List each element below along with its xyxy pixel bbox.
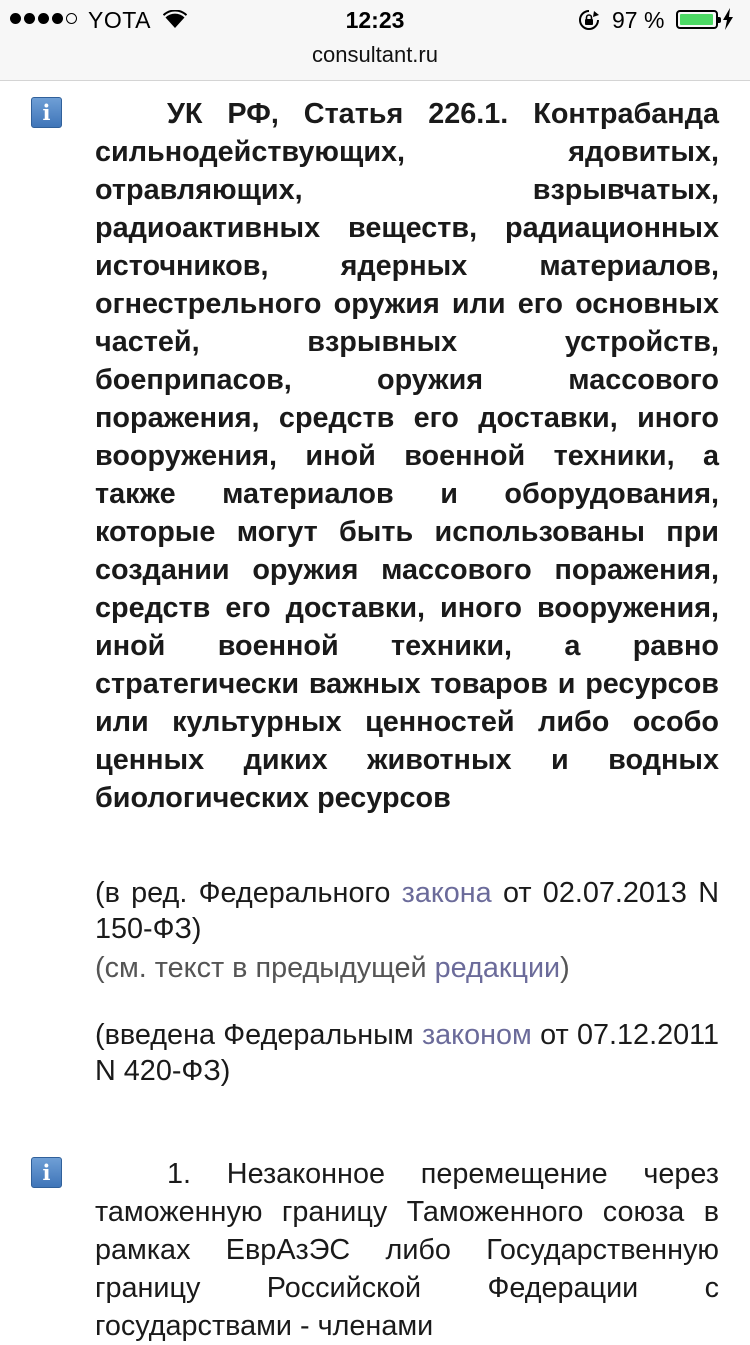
battery-percent: 97 %	[612, 7, 665, 33]
law-link[interactable]: закона	[401, 877, 492, 909]
law-link-2[interactable]: законом	[421, 1019, 532, 1051]
browser-chrome	[0, 0, 750, 81]
edit-note: (в ред. Федерального закона от 02.07.2013 N 150-ФЗ)	[95, 877, 719, 945]
address-bar-url[interactable]: consultant.ru	[312, 42, 438, 67]
info-icon[interactable]: i	[31, 97, 62, 128]
article-title: УК РФ, Статья 226.1. Контрабанда сильнодействующих, ядовитых, отравляющих, взрывчатых, радиоактивных веществ, радиационных источников, ядерных материалов, огнестрельного оружия или его основных частей, взрывных устройств, боеприпасов, оружия массового поражения, средств его доставки, иного вооружения, иной военной техники, а также материалов и оборудования, которые могут быть использованы при создании оружия массового поражения, средств его доставки, иного вооружения, иной военной техники, а равно стратегически важных товаров и ресурсов или культурных ценностей либо особо ценных диких животных и водных биологических ресурсов	[95, 98, 719, 814]
battery-icon	[676, 10, 718, 29]
paragraph-1: 1. Незаконное перемещение через таможенную границу Таможенного союза в рамках ЕврАзЭС либо Государственную границу Российской Федерации с государствами - членами	[95, 1158, 719, 1342]
rotation-lock-icon	[577, 8, 601, 38]
status-time: 12:23	[345, 7, 405, 33]
battery-fill	[680, 14, 713, 25]
previous-edition-note: (см. текст в предыдущей редакции)	[95, 952, 570, 984]
introduced-note: (введена Федеральным законом от 07.12.2011 N 420-ФЗ)	[95, 1019, 719, 1087]
edition-link[interactable]: редакции	[434, 952, 561, 984]
charging-bolt-icon	[722, 8, 734, 36]
carrier-name: YOTA	[88, 7, 151, 33]
status-bar	[0, 0, 750, 40]
info-icon[interactable]: i	[31, 1157, 62, 1188]
